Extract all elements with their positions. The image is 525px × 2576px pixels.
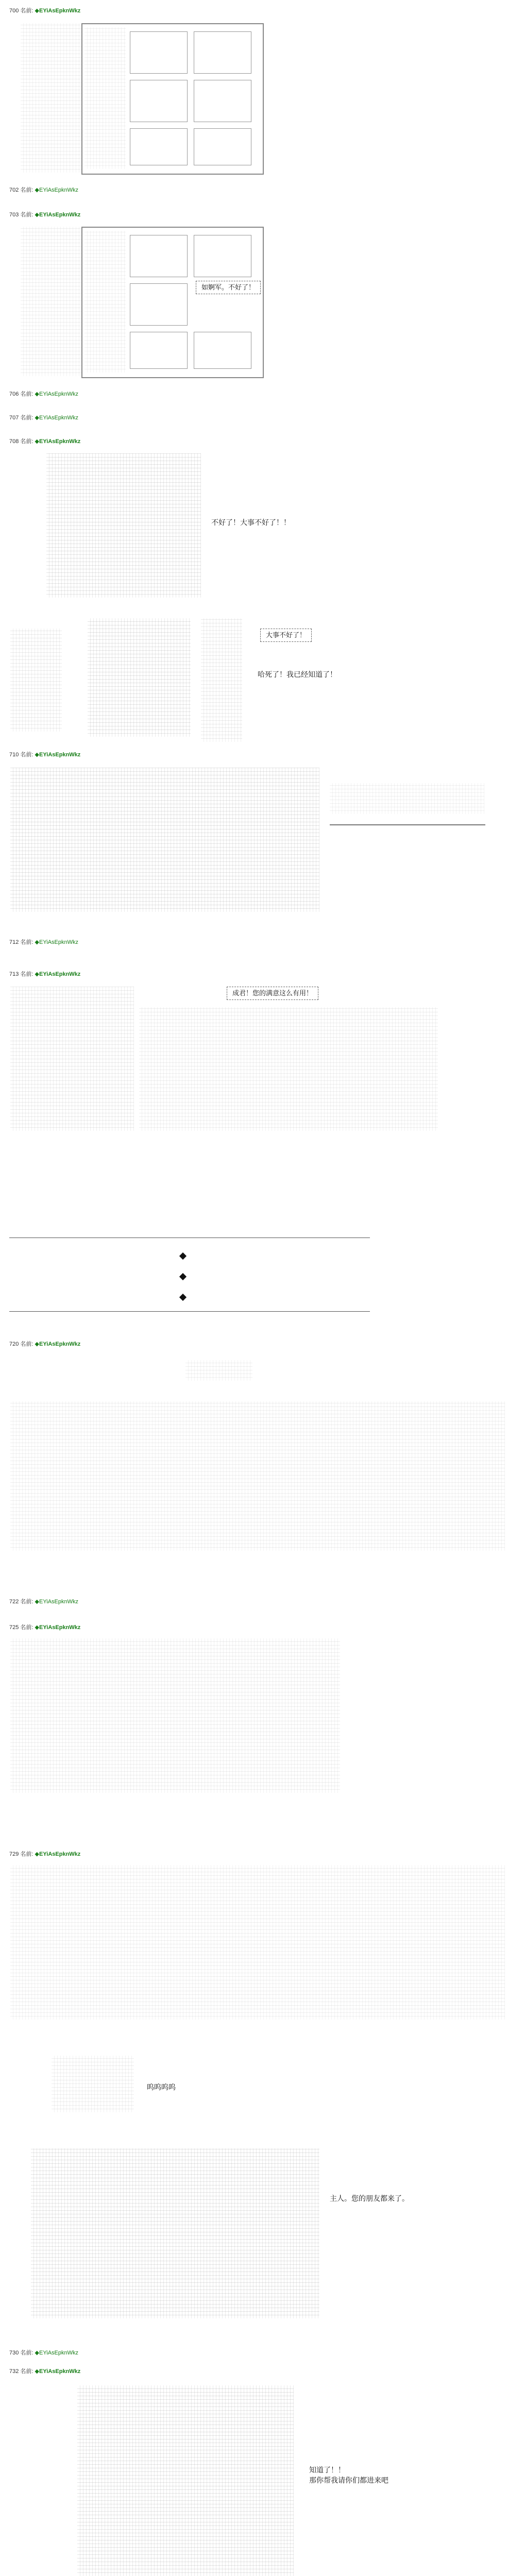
name-label: 名前 xyxy=(20,212,32,218)
window-pane xyxy=(194,332,251,369)
speech-bubble: 如婀军。不好了！ xyxy=(196,281,261,294)
speech-bubble: 成君！您的满意这么有用！ xyxy=(227,987,318,1000)
name-label: 名前 xyxy=(20,438,32,445)
character-art xyxy=(31,2148,319,2318)
poster-name[interactable]: ◆EYiAsEpknWkz xyxy=(35,752,81,758)
post-number[interactable]: 713 xyxy=(9,971,19,977)
name-label: 名前 xyxy=(20,971,32,977)
post-header: 703 名前: ◆EYiAsEpknWkz xyxy=(9,212,81,218)
post xyxy=(9,2349,514,2358)
post xyxy=(9,1598,514,1606)
post xyxy=(9,7,514,14)
building-art xyxy=(10,1638,340,1793)
post-header: 732 名前: ◆EYiAsEpknWkz xyxy=(9,2368,81,2375)
post-number[interactable]: 725 xyxy=(9,1624,19,1631)
window-pane xyxy=(130,31,188,74)
window-pane xyxy=(130,283,188,326)
name-label: 名前 xyxy=(20,187,32,193)
poster-name[interactable]: ◆EYiAsEpknWkz xyxy=(35,2350,79,2356)
post-header: 712 名前: ◆EYiAsEpknWkz xyxy=(9,939,79,945)
post-header: 720 名前: ◆EYiAsEpknWkz xyxy=(9,1341,81,1347)
building-art xyxy=(10,1865,505,2020)
name-label: 名前 xyxy=(20,2350,32,2356)
poster-name[interactable]: ◆EYiAsEpknWkz xyxy=(35,8,81,14)
post-header: 722 名前: ◆EYiAsEpknWkz xyxy=(9,1599,79,1605)
dialogue-text: 知道了！！ xyxy=(309,2466,345,2474)
window-left-ornament xyxy=(84,231,126,372)
post-number[interactable]: 703 xyxy=(9,212,19,218)
poster-name[interactable]: ◆EYiAsEpknWkz xyxy=(35,187,79,193)
name-label: 名前 xyxy=(20,8,32,14)
post-number[interactable]: 708 xyxy=(9,438,19,445)
post xyxy=(9,939,514,947)
window-pane xyxy=(194,80,251,122)
post-number[interactable]: 707 xyxy=(9,415,19,421)
name-label: 名前 xyxy=(20,2368,32,2375)
post xyxy=(9,1851,514,1858)
poster-name[interactable]: ◆EYiAsEpknWkz xyxy=(35,438,81,445)
post-number[interactable]: 700 xyxy=(9,8,19,14)
window-pane xyxy=(130,128,188,165)
name-label: 名前 xyxy=(20,1851,32,1857)
post-number[interactable]: 712 xyxy=(9,939,19,945)
post xyxy=(9,2368,514,2375)
poster-name[interactable]: ◆EYiAsEpknWkz xyxy=(35,1851,81,1857)
character-art xyxy=(77,2385,294,2576)
poster-name[interactable]: ◆EYiAsEpknWkz xyxy=(35,971,81,977)
post-header: 707 名前: ◆EYiAsEpknWkz xyxy=(9,415,79,421)
post-number[interactable]: 730 xyxy=(9,2350,19,2356)
ascii-art-scene xyxy=(10,768,505,917)
post-header: 713 名前: ◆EYiAsEpknWkz xyxy=(9,971,81,977)
art-panel-divider xyxy=(330,824,485,825)
building-art xyxy=(139,1007,438,1131)
name-label: 名前 xyxy=(20,939,32,945)
ascii-art-scene xyxy=(21,453,484,605)
window-left-ornament xyxy=(84,27,126,169)
ascii-art-scene xyxy=(10,618,474,752)
window-pane xyxy=(130,235,188,277)
dialogue-text: 呜呜呜呜 xyxy=(147,2083,176,2091)
character-art xyxy=(46,453,201,598)
name-label: 名前 xyxy=(20,1599,32,1605)
poster-name[interactable]: ◆EYiAsEpknWkz xyxy=(35,415,79,421)
ascii-art-scene xyxy=(10,1865,505,2025)
diamond-icon xyxy=(179,1294,187,1301)
diamond-icon xyxy=(179,1252,187,1260)
cloud-art xyxy=(185,1360,252,1381)
post xyxy=(9,971,514,978)
post-header: 729 名前: ◆EYiAsEpknWkz xyxy=(9,1851,81,1857)
ascii-art-window xyxy=(21,227,294,379)
name-label: 名前 xyxy=(20,752,32,758)
ascii-art-scene xyxy=(21,2056,484,2344)
diamond-icon xyxy=(179,1273,187,1280)
post-number[interactable]: 702 xyxy=(9,187,19,193)
post-header: 708 名前: ◆EYiAsEpknWkz xyxy=(9,438,81,445)
post xyxy=(9,751,514,758)
building-art xyxy=(10,1401,505,1551)
post xyxy=(9,391,514,399)
post-header: 702 名前: ◆EYiAsEpknWkz xyxy=(9,187,79,193)
dialogue-text: 那你帮我请你们都进来吧 xyxy=(309,2476,388,2484)
window-pane xyxy=(194,128,251,165)
post xyxy=(9,1341,514,1348)
curtain-art xyxy=(21,23,82,173)
section-divider xyxy=(9,1311,370,1312)
ascii-art-scene xyxy=(21,2385,484,2576)
poster-name[interactable]: ◆EYiAsEpknWkz xyxy=(35,2368,81,2375)
post-number[interactable]: 729 xyxy=(9,1851,19,1857)
post xyxy=(9,211,514,218)
character-art xyxy=(10,629,62,732)
window-pane xyxy=(130,332,188,369)
character-art xyxy=(201,618,242,742)
window-pane xyxy=(194,235,251,277)
poster-name[interactable]: ◆EYiAsEpknWkz xyxy=(35,939,79,945)
building-art xyxy=(10,987,134,1131)
post-number[interactable]: 720 xyxy=(9,1341,19,1347)
post-header: 706 名前: ◆EYiAsEpknWkz xyxy=(9,391,79,397)
post-header: 710 名前: ◆EYiAsEpknWkz xyxy=(9,752,81,758)
poster-name[interactable]: ◆EYiAsEpknWkz xyxy=(35,391,79,397)
character-art xyxy=(88,618,191,737)
name-label: 名前 xyxy=(20,1624,32,1631)
poster-name[interactable]: ◆EYiAsEpknWkz xyxy=(35,1341,81,1347)
name-label: 名前 xyxy=(20,391,32,397)
post-number[interactable]: 722 xyxy=(9,1599,19,1605)
dialogue-text: 哈死了！我已经知道了！ xyxy=(258,670,337,679)
ascii-art-scene xyxy=(10,987,505,1141)
post xyxy=(9,1624,514,1631)
name-label: 名前 xyxy=(20,1341,32,1347)
window-pane xyxy=(194,31,251,74)
decoration-art xyxy=(330,783,484,814)
post xyxy=(9,187,514,195)
curtain-art xyxy=(21,227,82,376)
character-art xyxy=(10,768,319,912)
post xyxy=(9,414,514,422)
post-number[interactable]: 706 xyxy=(9,391,19,397)
ascii-art-scene xyxy=(10,1638,505,1798)
dialogue-text: 不好了！大事不好了！！ xyxy=(211,518,291,527)
speech-bubble: 大事不好了！ xyxy=(260,629,312,642)
poster-name[interactable]: ◆EYiAsEpknWkz xyxy=(35,1599,79,1605)
post-number[interactable]: 732 xyxy=(9,2368,19,2375)
window-pane xyxy=(130,80,188,122)
post-number[interactable]: 710 xyxy=(9,752,19,758)
poster-name[interactable]: ◆EYiAsEpknWkz xyxy=(35,212,81,218)
name-label: 名前 xyxy=(20,415,32,421)
ascii-art-scene xyxy=(10,1360,505,1556)
dialogue-text: 主人。您的朋友都来了。 xyxy=(330,2194,409,2202)
ascii-art-window xyxy=(21,23,268,175)
post xyxy=(9,438,514,445)
poster-name[interactable]: ◆EYiAsEpknWkz xyxy=(35,1624,81,1631)
post-header: 730 名前: ◆EYiAsEpknWkz xyxy=(9,2350,79,2356)
character-art xyxy=(52,2056,134,2112)
post-header: 700 名前: ◆EYiAsEpknWkz xyxy=(9,8,81,14)
post-header: 725 名前: ◆EYiAsEpknWkz xyxy=(9,1624,81,1631)
